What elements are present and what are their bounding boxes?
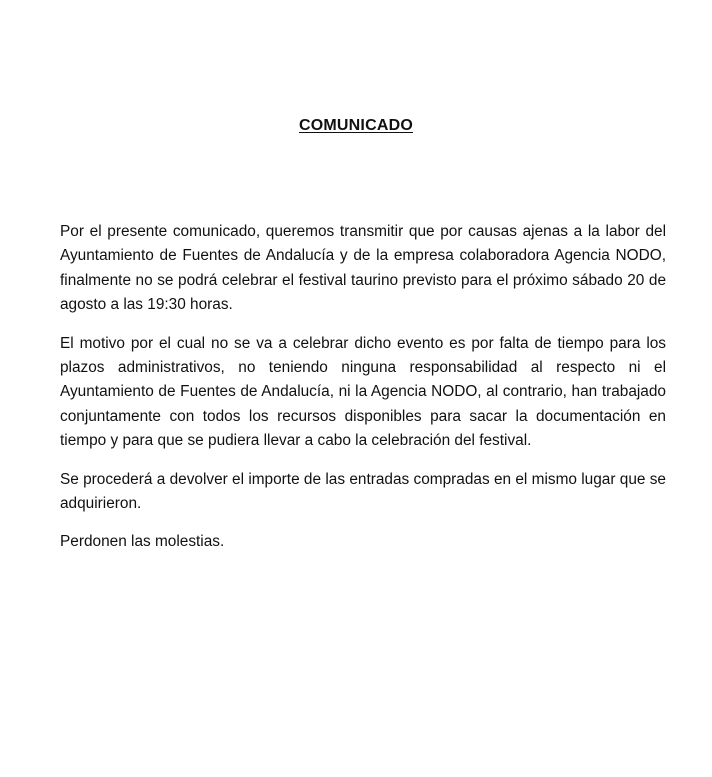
paragraph-cancellation-notice: Por el presente comunicado, queremos transmitir que por causas ajenas a la labor del Ayuntamiento de Fuentes de Andalucía y de la empresa colaboradora Agencia NODO, finalmente no se podrá celebrar el festival taurino previsto para el próximo sábado 20 de agosto a las 19:30 horas. bbox=[60, 223, 666, 314]
document-body bbox=[60, 220, 666, 569]
paragraph-reason: El motivo por el cual no se va a celebrar dicho evento es por falta de tiempo para los plazos administrativos, no teniendo ninguna responsabilidad al respecto ni el Ayuntamiento de Fuentes de Andalucía, ni la Agencia NODO, al contrario, han trabajado conjuntamente con todos los recursos disponibles para sacar la documentación en tiempo y para que se pudiera llevar a cabo la celebración del festival. bbox=[60, 334, 666, 450]
paragraph-apology: Perdonen las molestias. bbox=[60, 533, 225, 551]
document-title: COMUNICADO bbox=[299, 117, 413, 134]
paragraph-refund: Se procederá a devolver el importe de las entradas compradas en el mismo lugar que se adquirieron. bbox=[60, 470, 666, 513]
